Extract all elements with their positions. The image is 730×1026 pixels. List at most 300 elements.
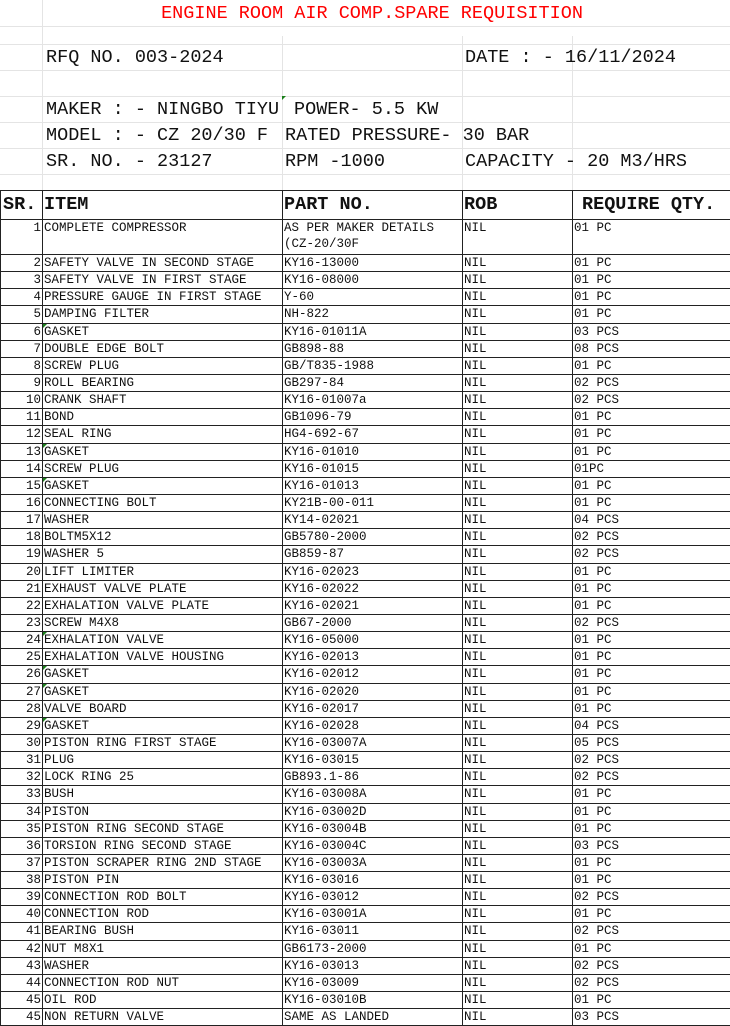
rob-cell[interactable] (463, 700, 573, 717)
qty-cell[interactable] (573, 992, 730, 1009)
qty-cell[interactable] (573, 837, 730, 854)
rob-cell[interactable] (463, 597, 573, 614)
sr-text: 39 (26, 890, 41, 904)
part-no-cell[interactable] (283, 614, 463, 631)
sr-text: 20 (26, 565, 41, 579)
item-cell[interactable] (43, 272, 283, 289)
qty-text: 01 PC (574, 805, 612, 819)
sr-cell[interactable] (1, 529, 43, 546)
item-cell[interactable] (43, 289, 283, 306)
qty-text: 01 PC (574, 993, 612, 1007)
qty-cell[interactable] (573, 357, 730, 374)
sr-cell[interactable] (1, 820, 43, 837)
qty-cell[interactable] (573, 529, 730, 546)
item-text: VALVE BOARD (44, 702, 127, 716)
sr-text: 36 (26, 839, 41, 853)
sr-cell[interactable] (1, 854, 43, 871)
part-no-cell[interactable] (283, 734, 463, 751)
item-cell[interactable] (43, 889, 283, 906)
rob-cell[interactable] (463, 289, 573, 306)
qty-text: 01 PC (574, 599, 612, 613)
item-cell[interactable] (43, 409, 283, 426)
table-row (1, 906, 730, 923)
part-no-cell[interactable] (283, 597, 463, 614)
qty-cell[interactable] (573, 494, 730, 511)
item-cell[interactable] (43, 992, 283, 1009)
sr-cell[interactable] (1, 666, 43, 683)
table-row (1, 529, 730, 546)
part-no-cell[interactable] (283, 220, 463, 255)
part-no-cell[interactable] (283, 632, 463, 649)
rob-cell[interactable] (463, 940, 573, 957)
item-cell[interactable] (43, 820, 283, 837)
sr-cell[interactable] (1, 940, 43, 957)
rob-cell[interactable] (463, 546, 573, 563)
rob-cell[interactable] (463, 443, 573, 460)
sr-cell[interactable] (1, 889, 43, 906)
qty-text: 01 PC (574, 685, 612, 699)
rob-cell[interactable] (463, 357, 573, 374)
item-cell[interactable] (43, 563, 283, 580)
rob-cell[interactable] (463, 220, 573, 255)
part-no-cell[interactable] (283, 477, 463, 494)
rob-cell[interactable] (463, 854, 573, 871)
part-no-cell[interactable] (283, 426, 463, 443)
item-cell[interactable] (43, 666, 283, 683)
sr-cell[interactable] (1, 409, 43, 426)
sr-cell[interactable] (1, 957, 43, 974)
qty-cell[interactable] (573, 820, 730, 837)
rob-cell[interactable] (463, 786, 573, 803)
qty-cell[interactable] (573, 940, 730, 957)
item-text: LOCK RING 25 (44, 770, 134, 784)
part-no-text: KY16-03015 (284, 753, 359, 767)
sr-cell[interactable] (1, 597, 43, 614)
item-cell[interactable] (43, 854, 283, 871)
sr-cell[interactable] (1, 906, 43, 923)
rob-cell[interactable] (463, 717, 573, 734)
qty-cell[interactable] (573, 717, 730, 734)
sr-cell[interactable] (1, 632, 43, 649)
item-cell[interactable] (43, 494, 283, 511)
sr-text: 35 (26, 822, 41, 836)
sr-cell[interactable] (1, 734, 43, 751)
qty-cell[interactable] (573, 854, 730, 871)
qty-cell[interactable] (573, 957, 730, 974)
part-no-cell[interactable] (283, 854, 463, 871)
qty-cell[interactable] (573, 563, 730, 580)
sr-cell[interactable] (1, 289, 43, 306)
part-no-cell[interactable] (283, 255, 463, 272)
rpm: RPM -1000 (285, 149, 385, 175)
part-no-cell[interactable] (283, 323, 463, 340)
rob-cell[interactable] (463, 837, 573, 854)
table-row (1, 289, 730, 306)
qty-cell[interactable] (573, 255, 730, 272)
item-cell[interactable] (43, 477, 283, 494)
sr-cell[interactable] (1, 752, 43, 769)
item-cell[interactable] (43, 837, 283, 854)
sr-cell[interactable] (1, 872, 43, 889)
sr-cell[interactable] (1, 426, 43, 443)
qty-cell[interactable] (573, 374, 730, 391)
table-row (1, 272, 730, 289)
rob-cell[interactable] (463, 872, 573, 889)
qty-cell[interactable] (573, 340, 730, 357)
sr-text: 40 (26, 907, 41, 921)
part-no-cell[interactable] (283, 546, 463, 563)
sr-cell[interactable] (1, 357, 43, 374)
item-text: TORSION RING SECOND STAGE (44, 839, 232, 853)
part-no-text: KY16-03002D (284, 805, 367, 819)
rob-cell[interactable] (463, 255, 573, 272)
qty-cell[interactable] (573, 752, 730, 769)
part-no-cell[interactable] (283, 340, 463, 357)
part-no-text: KY16-08000 (284, 273, 359, 287)
sr-cell[interactable] (1, 563, 43, 580)
part-no-cell[interactable] (283, 683, 463, 700)
item-text: EXHALATION VALVE PLATE (44, 599, 209, 613)
item-cell[interactable] (43, 546, 283, 563)
rob-text: NIL (464, 410, 487, 424)
qty-cell[interactable] (573, 974, 730, 991)
sr-cell[interactable] (1, 649, 43, 666)
sr-text: 16 (26, 496, 41, 510)
item-cell[interactable] (43, 734, 283, 751)
rob-text: NIL (464, 479, 487, 493)
item-cell[interactable] (43, 717, 283, 734)
sr-cell[interactable] (1, 494, 43, 511)
rob-cell[interactable] (463, 734, 573, 751)
part-no-cell[interactable] (283, 392, 463, 409)
qty-cell[interactable] (573, 306, 730, 323)
rob-cell[interactable] (463, 683, 573, 700)
rob-cell[interactable] (463, 992, 573, 1009)
sr-cell[interactable] (1, 512, 43, 529)
qty-cell[interactable] (573, 666, 730, 683)
part-no-cell[interactable] (283, 872, 463, 889)
item-cell[interactable] (43, 614, 283, 631)
qty-cell[interactable] (573, 683, 730, 700)
qty-cell[interactable] (573, 220, 730, 255)
item-cell[interactable] (43, 374, 283, 391)
part-no-cell[interactable] (283, 786, 463, 803)
part-no-cell[interactable] (283, 374, 463, 391)
item-text: WASHER (44, 513, 89, 527)
sr-cell[interactable] (1, 923, 43, 940)
rob-cell[interactable] (463, 426, 573, 443)
comment-marker (282, 96, 286, 100)
part-no-cell[interactable] (283, 580, 463, 597)
rob-cell[interactable] (463, 632, 573, 649)
part-no-cell[interactable] (283, 992, 463, 1009)
rob-cell[interactable] (463, 666, 573, 683)
item-text: PRESSURE GAUGE IN FIRST STAGE (44, 290, 262, 304)
part-no-cell[interactable] (283, 940, 463, 957)
part-no-cell[interactable] (283, 717, 463, 734)
item-cell[interactable] (43, 357, 283, 374)
item-cell[interactable] (43, 803, 283, 820)
part-no-cell[interactable] (283, 306, 463, 323)
part-no-cell[interactable] (283, 906, 463, 923)
sr-cell[interactable] (1, 392, 43, 409)
qty-cell[interactable] (573, 803, 730, 820)
part-no-cell[interactable] (283, 957, 463, 974)
part-no-text: GB6173-2000 (284, 942, 367, 956)
qty-cell[interactable] (573, 323, 730, 340)
qty-cell[interactable] (573, 906, 730, 923)
table-row (1, 666, 730, 683)
qty-cell[interactable] (573, 632, 730, 649)
part-no-cell[interactable] (283, 563, 463, 580)
sr-text: 11 (26, 410, 41, 424)
item-cell[interactable] (43, 323, 283, 340)
item-cell[interactable] (43, 306, 283, 323)
item-cell[interactable] (43, 220, 283, 255)
qty-cell[interactable] (573, 614, 730, 631)
part-no-cell[interactable] (283, 769, 463, 786)
qty-cell[interactable] (573, 649, 730, 666)
sr-text: 6 (33, 325, 41, 339)
sr-cell[interactable] (1, 786, 43, 803)
item-cell[interactable] (43, 940, 283, 957)
rob-cell[interactable] (463, 477, 573, 494)
item-cell[interactable] (43, 786, 283, 803)
qty-text: 01 PC (574, 565, 612, 579)
part-no-cell[interactable] (283, 460, 463, 477)
qty-cell[interactable] (573, 700, 730, 717)
part-no-cell[interactable] (283, 837, 463, 854)
item-cell[interactable] (43, 512, 283, 529)
comment-marker (43, 478, 47, 482)
part-no-cell[interactable] (283, 529, 463, 546)
qty-cell[interactable] (573, 872, 730, 889)
item-cell[interactable] (43, 340, 283, 357)
sr-cell[interactable] (1, 1009, 43, 1026)
rob-cell[interactable] (463, 923, 573, 940)
part-no-cell[interactable] (283, 803, 463, 820)
table-row (1, 477, 730, 494)
item-cell[interactable] (43, 443, 283, 460)
part-no-cell[interactable] (283, 700, 463, 717)
item-cell[interactable] (43, 392, 283, 409)
rob-text: NIL (464, 924, 487, 938)
rob-cell[interactable] (463, 392, 573, 409)
qty-text: 04 PCS (574, 719, 619, 733)
rob-text: NIL (464, 633, 487, 647)
part-no-cell[interactable] (283, 272, 463, 289)
rob-cell[interactable] (463, 580, 573, 597)
rob-cell[interactable] (463, 494, 573, 511)
rob-cell[interactable] (463, 820, 573, 837)
rob-cell[interactable] (463, 649, 573, 666)
part-no-text: KY16-02020 (284, 685, 359, 699)
item-cell[interactable] (43, 957, 283, 974)
rob-cell[interactable] (463, 460, 573, 477)
part-no-cell[interactable] (283, 820, 463, 837)
qty-cell[interactable] (573, 289, 730, 306)
rob-cell[interactable] (463, 889, 573, 906)
item-text: PISTON (44, 805, 89, 819)
model: MODEL : - CZ 20/30 F (46, 123, 268, 149)
sr-cell[interactable] (1, 837, 43, 854)
rob-text: NIL (464, 496, 487, 510)
qty-cell[interactable] (573, 597, 730, 614)
part-no-cell[interactable] (283, 494, 463, 511)
item-text: EXHAUST VALVE PLATE (44, 582, 187, 596)
sr-text: 31 (26, 753, 41, 767)
sr-cell[interactable] (1, 477, 43, 494)
item-cell[interactable] (43, 1009, 283, 1026)
qty-cell[interactable] (573, 769, 730, 786)
part-no-cell[interactable] (283, 443, 463, 460)
item-cell[interactable] (43, 974, 283, 991)
qty-cell[interactable] (573, 272, 730, 289)
part-no-cell[interactable] (283, 923, 463, 940)
rob-cell[interactable] (463, 974, 573, 991)
part-no-text: KY16-03004C (284, 839, 367, 853)
qty-cell[interactable] (573, 786, 730, 803)
sr-cell[interactable] (1, 340, 43, 357)
rob-cell[interactable] (463, 752, 573, 769)
table-row (1, 632, 730, 649)
sr-cell[interactable] (1, 323, 43, 340)
sr-cell[interactable] (1, 769, 43, 786)
part-no-cell[interactable] (283, 357, 463, 374)
column-header-sr: SR. (1, 191, 43, 220)
part-no-cell[interactable] (283, 409, 463, 426)
rob-cell[interactable] (463, 957, 573, 974)
sr-cell[interactable] (1, 306, 43, 323)
item-cell[interactable] (43, 700, 283, 717)
item-cell[interactable] (43, 649, 283, 666)
rob-cell[interactable] (463, 306, 573, 323)
item-cell[interactable] (43, 529, 283, 546)
sr-cell[interactable] (1, 580, 43, 597)
rob-cell[interactable] (463, 563, 573, 580)
rob-cell[interactable] (463, 769, 573, 786)
qty-cell[interactable] (573, 580, 730, 597)
table-row (1, 597, 730, 614)
table-row (1, 392, 730, 409)
qty-cell[interactable] (573, 889, 730, 906)
sr-cell[interactable] (1, 272, 43, 289)
item-cell[interactable] (43, 460, 283, 477)
rob-cell[interactable] (463, 340, 573, 357)
qty-cell[interactable] (573, 1009, 730, 1026)
rob-cell[interactable] (463, 614, 573, 631)
qty-cell[interactable] (573, 392, 730, 409)
part-no-cell[interactable] (283, 889, 463, 906)
part-no-text: GB859-87 (284, 547, 344, 561)
qty-text: 02 PCS (574, 376, 619, 390)
sr-cell[interactable] (1, 683, 43, 700)
item-cell[interactable] (43, 872, 283, 889)
part-no-text: KY16-03007A (284, 736, 367, 750)
item-cell[interactable] (43, 255, 283, 272)
part-no-cell[interactable] (283, 512, 463, 529)
part-no-text: KY16-01010 (284, 445, 359, 459)
item-cell[interactable] (43, 923, 283, 940)
qty-cell[interactable] (573, 409, 730, 426)
sr-cell[interactable] (1, 255, 43, 272)
qty-text: 08 PCS (574, 342, 619, 356)
sr-cell[interactable] (1, 803, 43, 820)
item-text: OIL ROD (44, 993, 97, 1007)
rob-text: NIL (464, 753, 487, 767)
sr-text: 3 (33, 273, 41, 287)
comment-marker (43, 324, 47, 328)
rob-cell[interactable] (463, 323, 573, 340)
qty-cell[interactable] (573, 734, 730, 751)
sr-cell[interactable] (1, 700, 43, 717)
part-no-text: Y-60 (284, 290, 314, 304)
item-cell[interactable] (43, 752, 283, 769)
sr-cell[interactable] (1, 546, 43, 563)
qty-cell[interactable] (573, 546, 730, 563)
qty-cell[interactable] (573, 923, 730, 940)
qty-cell[interactable] (573, 460, 730, 477)
qty-cell[interactable] (573, 512, 730, 529)
part-no-text: KY16-02013 (284, 650, 359, 664)
part-no-cell[interactable] (283, 752, 463, 769)
qty-text: 02 PCS (574, 616, 619, 630)
item-text: SCREW M4X8 (44, 616, 119, 630)
rob-cell[interactable] (463, 272, 573, 289)
rob-cell[interactable] (463, 803, 573, 820)
part-no-text: KY21B-00-011 (284, 496, 374, 510)
sr-cell[interactable] (1, 460, 43, 477)
item-cell[interactable] (43, 769, 283, 786)
sr-cell[interactable] (1, 992, 43, 1009)
item-cell[interactable] (43, 580, 283, 597)
sr-cell[interactable] (1, 614, 43, 631)
sr-cell[interactable] (1, 717, 43, 734)
qty-text: 01 PC (574, 359, 612, 373)
rob-cell[interactable] (463, 906, 573, 923)
qty-text: 01 PC (574, 907, 612, 921)
part-no-cell[interactable] (283, 289, 463, 306)
rob-cell[interactable] (463, 529, 573, 546)
item-cell[interactable] (43, 426, 283, 443)
item-text: CRANK SHAFT (44, 393, 127, 407)
rob-cell[interactable] (463, 512, 573, 529)
rob-cell[interactable] (463, 1009, 573, 1026)
part-no-cell[interactable] (283, 666, 463, 683)
qty-text: 01 PC (574, 445, 612, 459)
qty-text: 02 PCS (574, 393, 619, 407)
item-cell[interactable] (43, 632, 283, 649)
sr-cell[interactable] (1, 220, 43, 255)
item-cell[interactable] (43, 597, 283, 614)
item-text: SCREW PLUG (44, 462, 119, 476)
item-cell[interactable] (43, 683, 283, 700)
sr-cell[interactable] (1, 974, 43, 991)
qty-cell[interactable] (573, 443, 730, 460)
rob-cell[interactable] (463, 409, 573, 426)
part-no-cell[interactable] (283, 649, 463, 666)
rob-cell[interactable] (463, 374, 573, 391)
qty-cell[interactable] (573, 477, 730, 494)
part-no-cell[interactable] (283, 974, 463, 991)
sr-cell[interactable] (1, 374, 43, 391)
part-no-cell[interactable] (283, 1009, 463, 1026)
sr-cell[interactable] (1, 443, 43, 460)
qty-cell[interactable] (573, 426, 730, 443)
item-cell[interactable] (43, 906, 283, 923)
part-no-text: HG4-692-67 (284, 427, 359, 441)
qty-text: 01 PC (574, 942, 612, 956)
